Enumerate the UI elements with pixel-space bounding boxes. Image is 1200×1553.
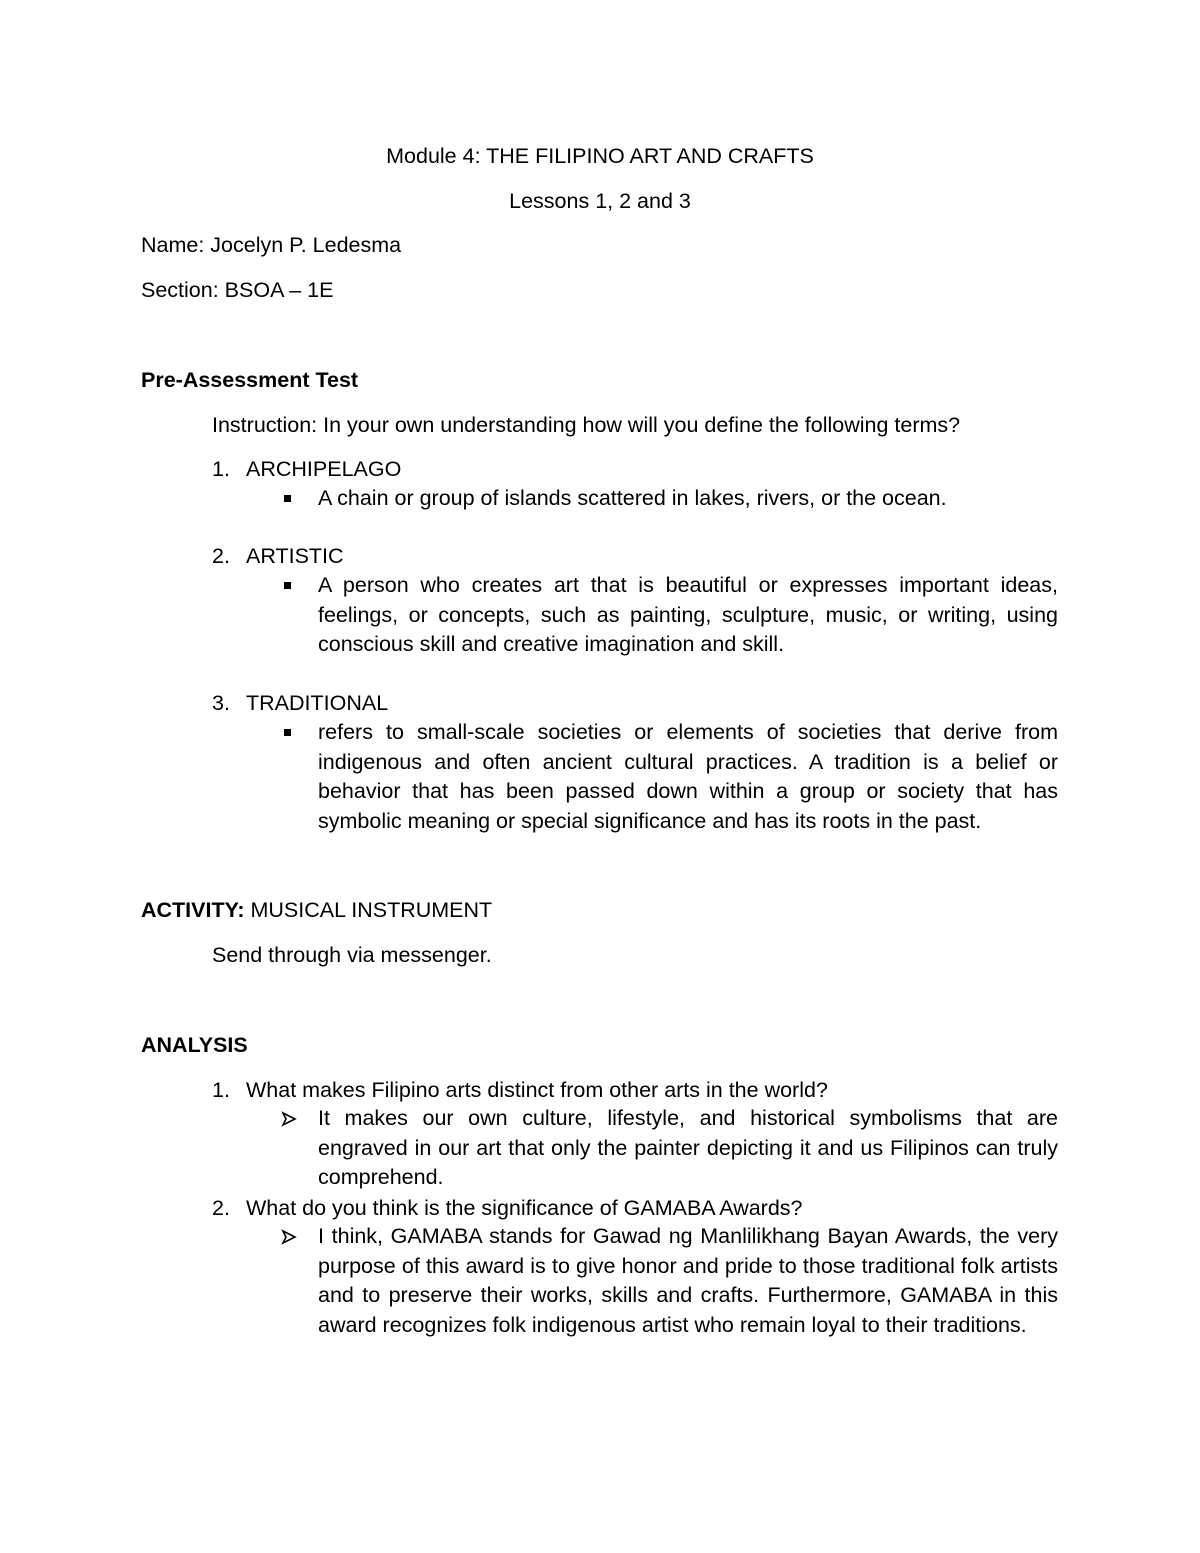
answer-text: It makes our own culture, lifestyle, and historical symbolisms that are engraved in our art that only the painter depicting it and us Filipinos can truly comprehend. [318, 1106, 1058, 1189]
arrow-bullet-icon [279, 1222, 299, 1252]
activity-note: Send through via messenger. [212, 943, 492, 967]
question-number: 2. [212, 1196, 230, 1220]
student-section: Section: BSOA – 1E [141, 278, 334, 302]
term-definition: A person who creates art that is beautiful or expresses important ideas, feelings, or concepts, such as painting, sculpture, music, or writing, using conscious skill and creative imagination and skill. [318, 573, 1058, 656]
term-label: ARCHIPELAGO [246, 457, 402, 481]
square-bullet-icon [277, 484, 297, 514]
term-label: ARTISTIC [246, 544, 344, 568]
pre-assessment-heading: Pre-Assessment Test [141, 368, 359, 392]
activity-label: ACTIVITY: [141, 898, 245, 922]
answer-text: I think, GAMABA stands for Gawad ng Manlilikhang Bayan Awards, the very purpose of this award is to give honor and pride to those traditional folk artists and to preserve their works, skills and crafts. Furthermore, GAMABA in this award recognizes folk indigenous artist who remain loyal to their traditions. [318, 1224, 1058, 1337]
term-definition: A chain or group of islands scattered in lakes, rivers, or the ocean. [318, 486, 947, 510]
arrow-bullet-icon [279, 1104, 299, 1134]
pre-assessment-instruction: Instruction: In your own understanding how will you define the following terms? [212, 413, 961, 437]
analysis-heading: ANALYSIS [141, 1033, 248, 1057]
activity-heading [141, 895, 492, 925]
question-text: What do you think is the significance of GAMABA Awards? [246, 1196, 803, 1220]
term-number: 2. [212, 544, 230, 568]
question-text: What makes Filipino arts distinct from other arts in the world? [246, 1078, 828, 1102]
term-number: 1. [212, 457, 230, 481]
square-bullet-icon [277, 571, 297, 601]
student-name: Name: Jocelyn P. Ledesma [141, 233, 402, 257]
square-bullet-icon [277, 718, 297, 748]
module-title: Module 4: THE FILIPINO ART AND CRAFTS [386, 144, 814, 168]
question-number: 1. [212, 1078, 230, 1102]
term-number: 3. [212, 691, 230, 715]
term-definition: refers to small-scale societies or elements of societies that derive from indigenous and often ancient cultural practices. A tradition is a belief or behavior that has been passed down within a group or society that has symbolic meaning or special significance and has its roots in the past. [318, 720, 1058, 833]
lessons-subtitle: Lessons 1, 2 and 3 [509, 189, 691, 213]
activity-title: MUSICAL INSTRUMENT [244, 898, 493, 922]
term-label: TRADITIONAL [246, 691, 389, 715]
